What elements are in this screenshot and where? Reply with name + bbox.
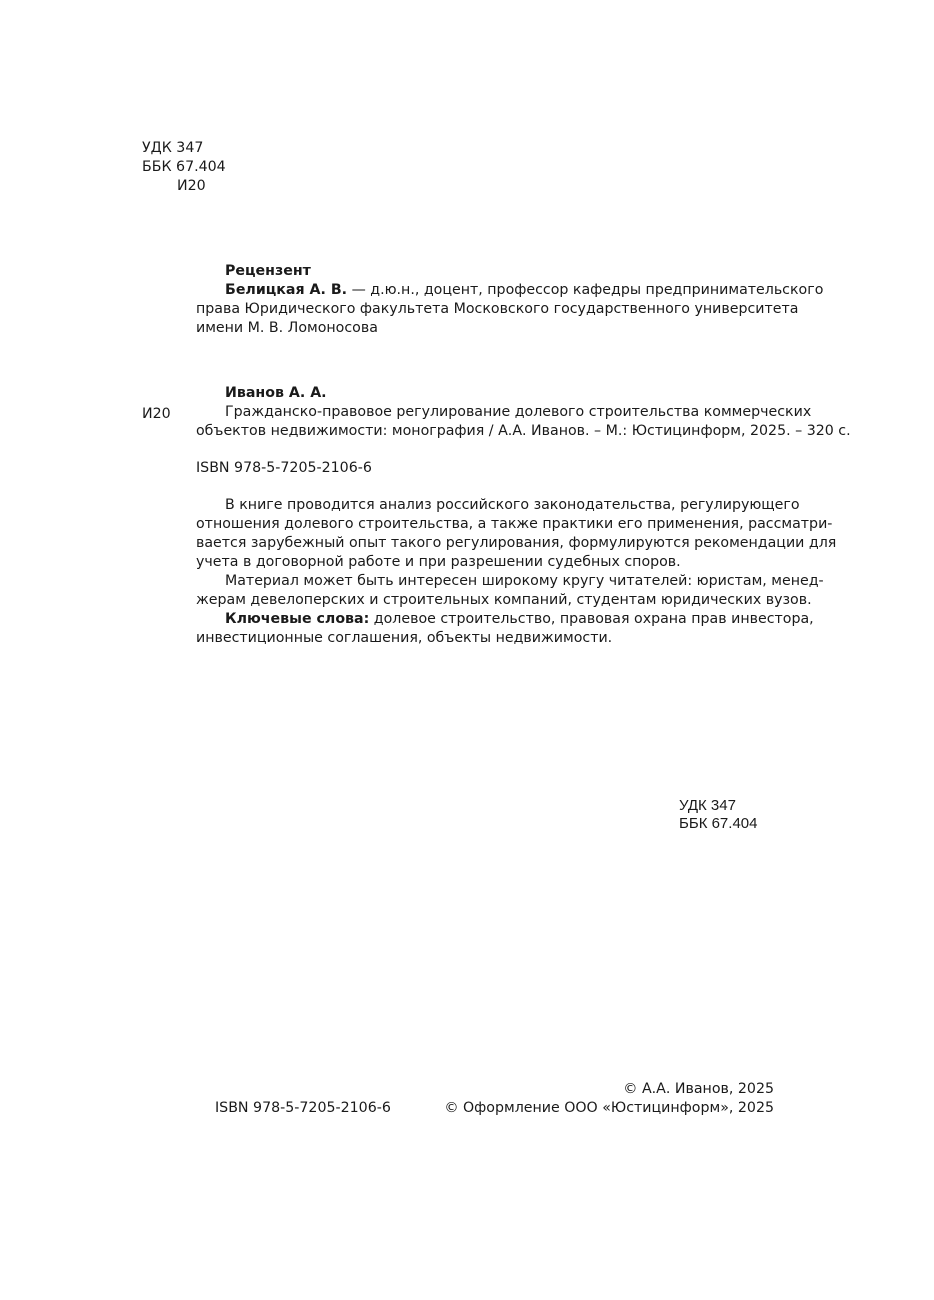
reviewer-credentials: — д.ю.н., доцент, профессор кафедры предпринимательского — [347, 282, 824, 298]
classification-block — [142, 139, 226, 196]
keywords-label: Ключевые слова: — [225, 611, 370, 627]
bibliographic-record — [196, 384, 851, 441]
copyright-design: © Оформление ООО «Юстицинформ», 2025 — [444, 1100, 774, 1116]
bottom-bbk: ББК 67.404 — [679, 815, 758, 832]
biblio-author-sign: И20 — [142, 406, 171, 422]
keywords-line-2: инвестиционные соглашения, объекты недвижимости. — [196, 630, 613, 646]
keywords-text: долевое строительство, правовая охрана прав инвестора, — [369, 611, 814, 627]
footer-isbn: ISBN 978-5-7205-2106-6 — [215, 1100, 391, 1116]
bottom-udk: УДК 347 — [679, 797, 736, 814]
annotation-p1-line-2: отношения долевого строительства, а также практики его применения, рассматри- — [196, 516, 833, 532]
copyright-author: © А.А. Иванов, 2025 — [623, 1081, 774, 1097]
reviewer-line-1 — [196, 281, 824, 300]
biblio-title-line-2: объектов недвижимости: монография / А.А. Иванов. – М.: Юстицинформ, 2025. – 320 с. — [196, 423, 851, 439]
annotation-p2-line-2: жерам девелоперских и строительных компаний, студентам юридических вузов. — [196, 592, 812, 608]
annotation-p1-line-1: В книге проводится анализ российского законодательства, регулирующего — [225, 497, 800, 513]
udk-code: УДК 347 — [142, 140, 204, 156]
biblio-author: Иванов А. А. — [225, 385, 327, 401]
reviewer-block — [196, 262, 824, 338]
reviewer-line-2: права Юридического факультета Московского государственного университета — [196, 301, 799, 317]
reviewer-line-3: имени М. В. Ломоносова — [196, 320, 378, 336]
annotation-p1-line-3: вается зарубежный опыт такого регулирования, формулируются рекомендации для — [196, 535, 837, 551]
reviewer-name: Белицкая А. В. — [225, 282, 348, 298]
bottom-classification — [679, 797, 757, 833]
bbk-code: ББК 67.404 — [142, 159, 226, 175]
copyright-block — [444, 1080, 774, 1118]
annotation-block — [196, 496, 837, 648]
reviewer-heading: Рецензент — [225, 263, 311, 279]
annotation-p1-line-4: учета в договорной работе и при разрешении судебных споров. — [196, 554, 681, 570]
author-sign: И20 — [177, 178, 206, 194]
biblio-isbn: ISBN 978-5-7205-2106-6 — [196, 460, 372, 476]
keywords-line-1 — [196, 610, 814, 629]
annotation-p2-line-1: Материал может быть интересен широкому кругу читателей: юристам, менед- — [225, 573, 824, 589]
biblio-title-line-1: Гражданско-правовое регулирование долевого строительства коммерческих — [225, 404, 812, 420]
